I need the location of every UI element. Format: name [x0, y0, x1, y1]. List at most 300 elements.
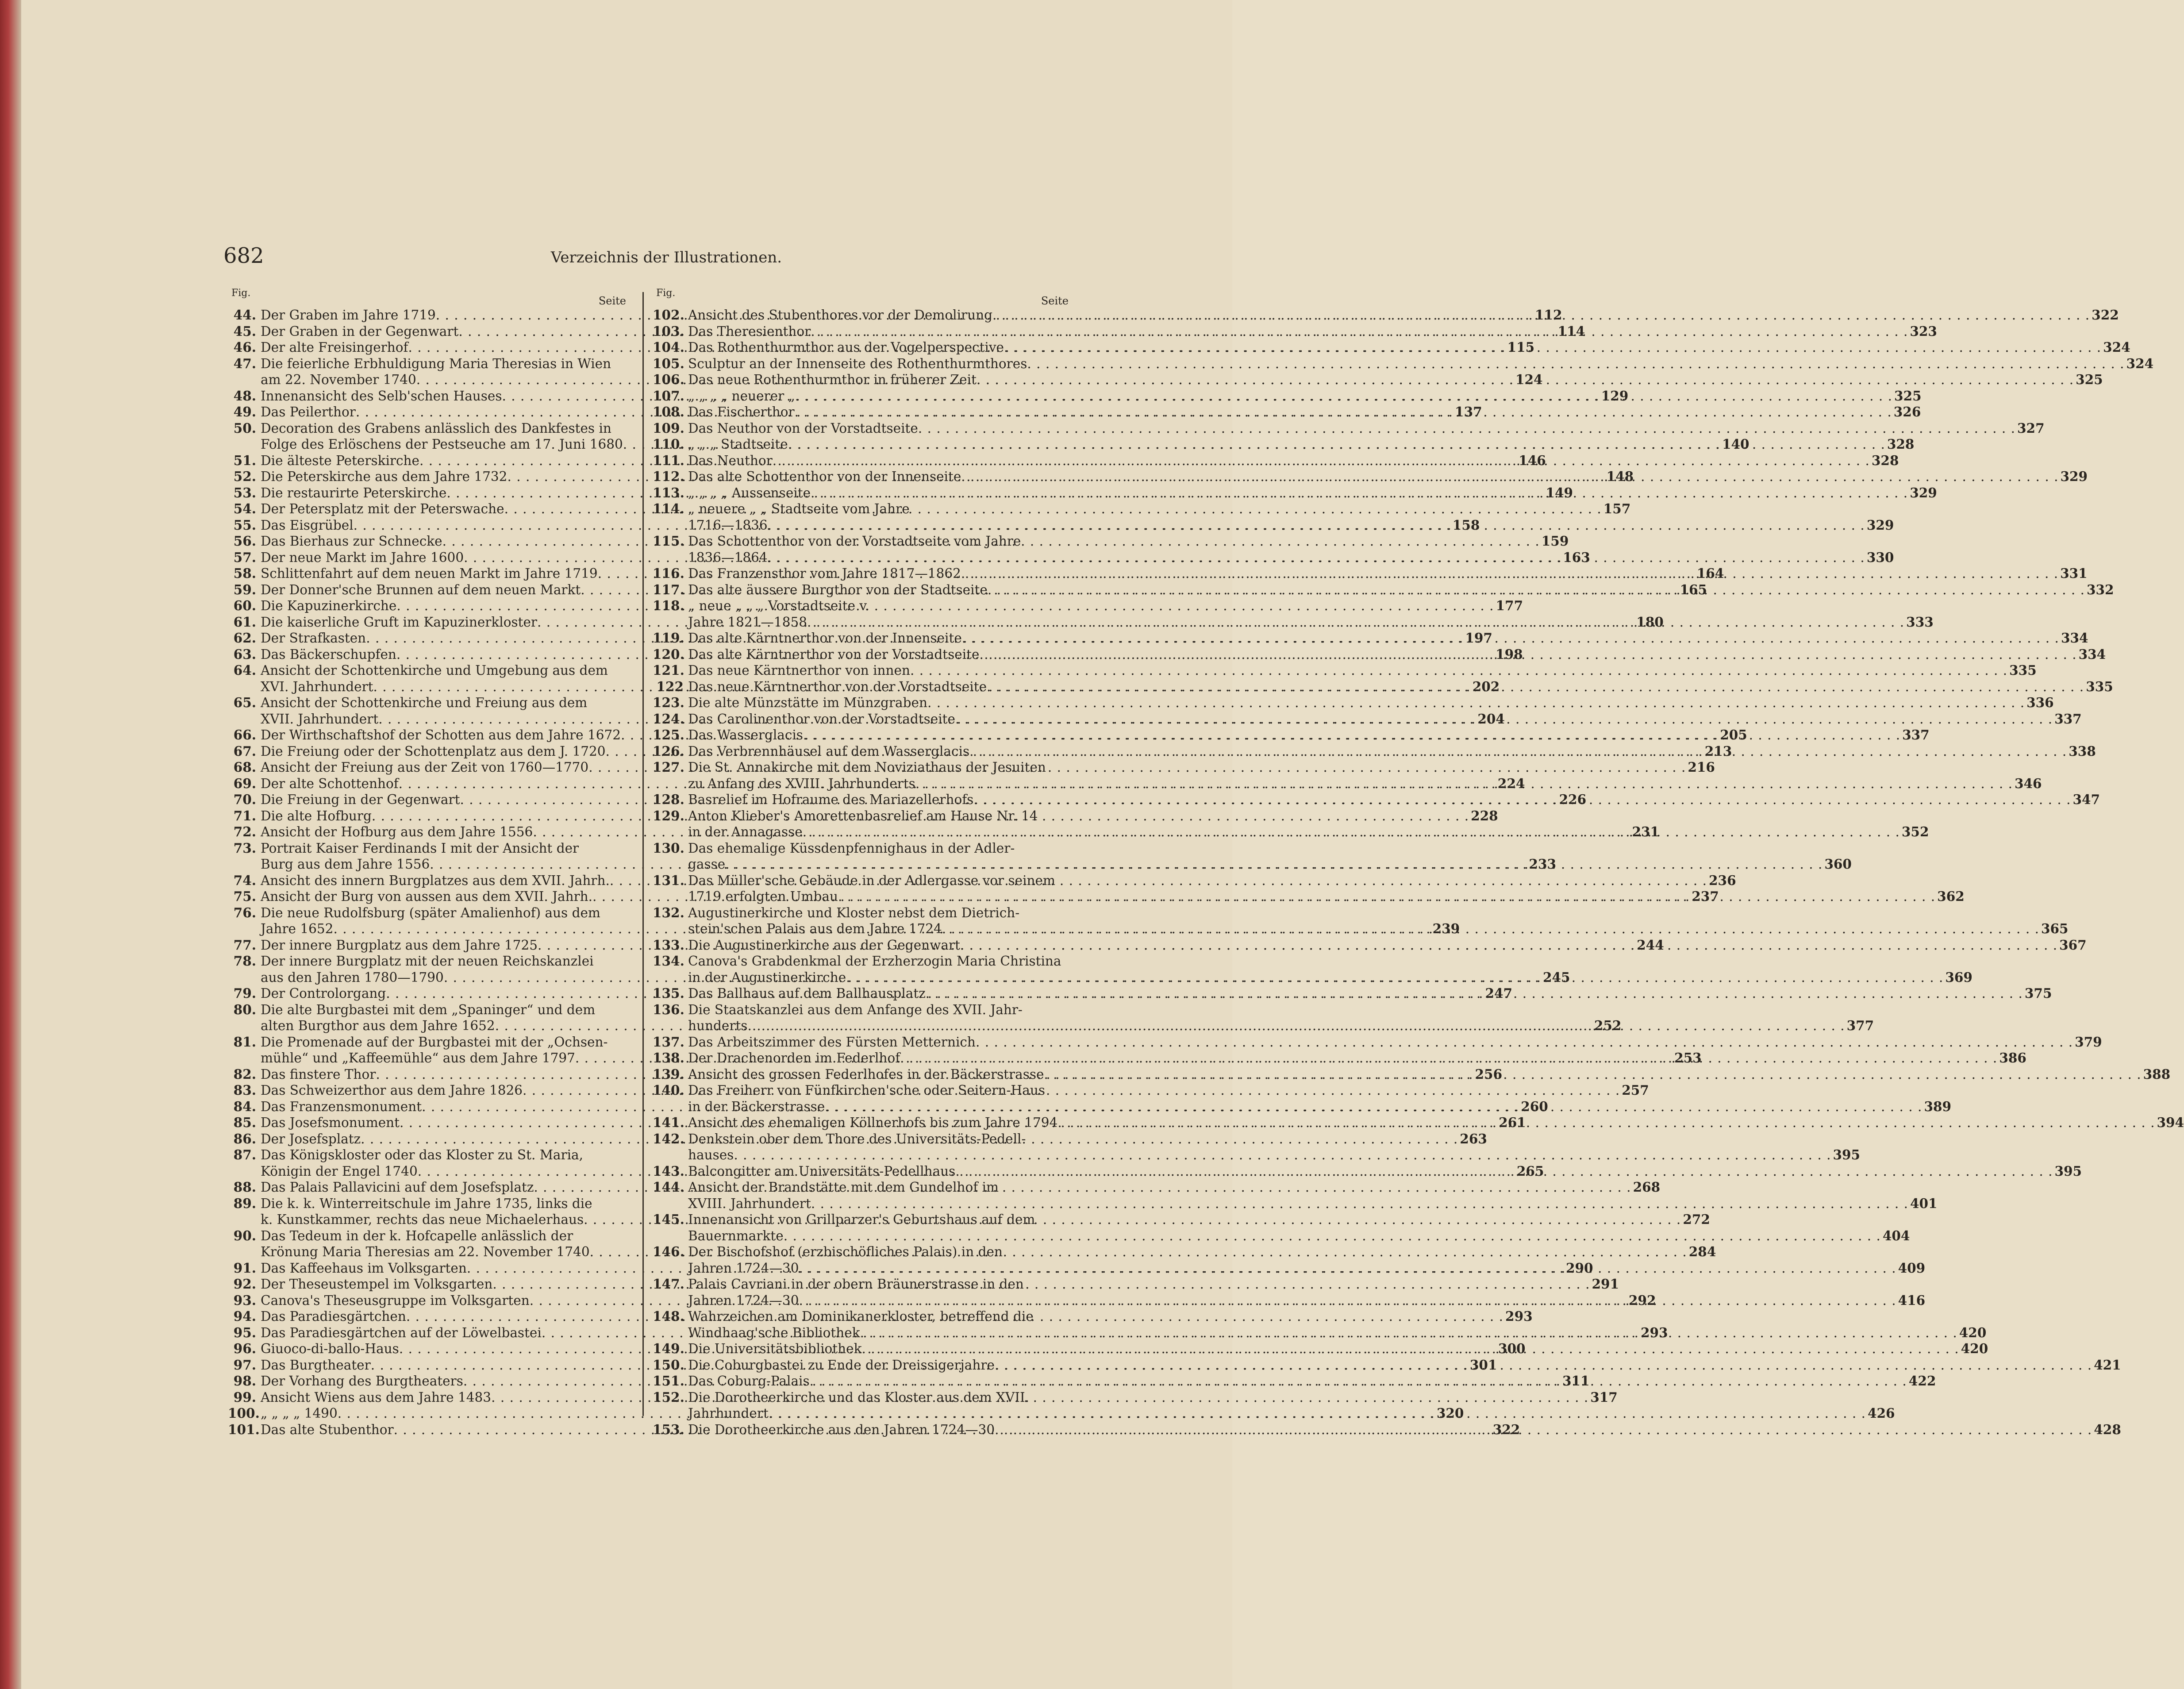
entry-caption: [688, 727, 1930, 743]
entry-caption: [688, 404, 1921, 420]
caption-text: Der Vorhang des Burgtheaters: [261, 1374, 463, 1389]
caption-text: XVII. Jahrhundert: [261, 711, 379, 727]
figure-number: 104.: [653, 339, 684, 355]
caption-text: Die Dorotheerkirche und das Kloster aus dem XVII.: [688, 1389, 1030, 1405]
figure-number: 117.: [653, 581, 684, 597]
caption-line: [688, 614, 1934, 631]
caption-text: Die alte Hofburg: [261, 808, 372, 823]
caption-text: Jahre 1652: [261, 921, 334, 936]
page-reference: 197: [1465, 630, 1492, 646]
figure-number: 131.: [653, 872, 684, 888]
page-reference: 401: [1910, 1195, 1938, 1211]
page-reference: 332: [2087, 581, 2114, 597]
caption-line: [688, 404, 1921, 420]
figure-number: 46.: [233, 339, 256, 355]
caption-line: [688, 662, 2037, 679]
entry-caption: [688, 1115, 2184, 1131]
dot-leader: [810, 1373, 1907, 1389]
dot-leader: [961, 566, 2058, 582]
figure-number: 51.: [233, 452, 256, 468]
page-reference: 290: [1566, 1260, 1593, 1276]
figure-number: 94.: [233, 1308, 256, 1324]
entry-caption: [688, 1244, 1925, 1276]
figure-number: 128.: [653, 792, 684, 807]
caption-text: Das Franzensmonument: [261, 1099, 422, 1114]
entry-caption: [688, 582, 2114, 598]
figure-number: 120.: [653, 646, 684, 662]
figure-number: 144.: [653, 1179, 684, 1195]
figure-number: 135.: [653, 985, 684, 1001]
figure-number: 85.: [233, 1115, 256, 1130]
figure-number: 77.: [233, 937, 256, 953]
caption-text: Das Schweizerthor aus dem Jahre 1826: [261, 1083, 523, 1098]
list-item: [653, 420, 2045, 437]
caption-line: [688, 1163, 2082, 1180]
caption-text: Ansicht des ehemaligen Köllnerhofs bis zum Jahre 1794: [688, 1115, 1058, 1130]
caption-text: Die neue Rudolfsburg (später Amalienhof) aus dem: [261, 905, 600, 920]
figure-number: 55.: [233, 517, 256, 533]
caption-line: [688, 339, 2130, 356]
list-item: [653, 1034, 2102, 1050]
caption-line: [688, 1276, 1925, 1293]
dot-leader: [955, 1163, 2053, 1180]
caption-text: Krönung Maria Theresias am 22. November 1740: [261, 1244, 590, 1259]
figure-number: 54.: [233, 501, 256, 516]
entry-caption: [688, 420, 2045, 437]
entry-caption: [688, 1050, 2026, 1066]
caption-text: Die älteste Peterskirche: [261, 453, 420, 468]
dot-leader: [942, 921, 2039, 937]
caption-line: [688, 646, 2106, 663]
figure-number: 123.: [653, 695, 684, 710]
caption-text: Das Neuthor: [688, 453, 773, 468]
page-reference: 389: [1924, 1098, 1952, 1114]
entry-caption: [688, 743, 2096, 760]
caption-line: [688, 1034, 2102, 1050]
entry-caption: [688, 485, 1937, 501]
page-reference: 395: [1833, 1147, 1861, 1162]
entry-caption: [688, 436, 1914, 453]
figure-number: 73.: [233, 840, 256, 856]
caption-text: Der Controlorgang: [261, 986, 386, 1001]
page-reference: 420: [1961, 1341, 1988, 1356]
caption-text: Das Königskloster oder das Kloster zu St. Maria,: [261, 1147, 583, 1162]
caption-text: Basrelief im Hofraume des Mariazellerhofs: [688, 792, 974, 807]
caption-text: Canova's Theseusgruppe im Volksgarten: [261, 1293, 530, 1308]
dot-leader: [799, 1293, 1896, 1309]
caption-line: [688, 759, 2042, 776]
dot-leader: [973, 792, 2071, 808]
entry-caption: [688, 840, 1852, 873]
caption-line: [688, 533, 1894, 550]
list-item: [653, 355, 2154, 372]
figure-number: 127.: [653, 759, 684, 775]
entry-caption: [688, 873, 1965, 905]
page-reference: 233: [1529, 856, 1557, 872]
caption-text: Das neue Rothenthurmthor in früherer Zeit: [688, 372, 977, 387]
dot-leader: [747, 1018, 1845, 1034]
page-reference: 346: [2014, 775, 2042, 791]
dot-leader: [784, 1228, 1881, 1244]
page-reference: 228: [1471, 808, 1498, 823]
entry-caption: [688, 1276, 1925, 1308]
dot-leader: [811, 1196, 1908, 1212]
caption-line: [688, 743, 2096, 760]
caption-text: Das Peilerthor: [261, 404, 356, 419]
page-reference: 124: [1515, 372, 1543, 387]
page-reference: 335: [2086, 678, 2113, 694]
caption-line: [688, 1308, 1986, 1325]
page-reference: 257: [1622, 1082, 1649, 1098]
caption-line: [688, 566, 2088, 582]
figure-number: 79.: [233, 985, 256, 1001]
caption-text: mühle“ und „Kaffeemühle“ aus dem Jahre 1797: [261, 1050, 575, 1066]
page-reference: 322: [1492, 1421, 1520, 1437]
left-column-header: [228, 288, 626, 307]
caption-line: [688, 1147, 1860, 1163]
caption-text: Ansicht der Freiung aus der Zeit von 1760—1770: [261, 760, 589, 775]
figure-number: 109.: [653, 420, 684, 436]
page-reference: 336: [2026, 695, 2054, 710]
page-reference: 367: [2059, 937, 2087, 953]
caption-text: Schlittenfahrt auf dem neuen Markt im Jahre 1719: [261, 566, 598, 581]
caption-line: [688, 1082, 1951, 1099]
entry-caption: [688, 662, 2037, 679]
page-reference: 327: [2017, 420, 2045, 436]
page-reference: 330: [1866, 549, 1894, 565]
caption-text: Das Fischerthor: [688, 404, 795, 419]
figure-number: 126.: [653, 743, 684, 759]
figure-number: 132.: [653, 904, 684, 920]
figure-number: 145.: [653, 1212, 684, 1227]
caption-text: Ansicht der Schottenkirche und Umgebung aus dem: [261, 663, 608, 678]
caption-text: Die Dorotheerkirche aus den Jahren 1724—30: [688, 1422, 995, 1437]
caption-text: Das alte Stubenthor: [261, 1422, 394, 1437]
page-reference: 422: [1908, 1373, 1936, 1389]
caption-text: XVI. Jahrhundert: [261, 679, 373, 694]
caption-text: Die Promenade auf der Burgbastei mit der „Ochsen-: [261, 1034, 608, 1050]
caption-line: [688, 1422, 2121, 1438]
caption-text: Der Wirthschaftshof der Schotten aus dem Jahre 1672: [261, 727, 621, 743]
entry-caption: [688, 1002, 1874, 1034]
figure-number: 59.: [233, 581, 256, 597]
caption-text: Ansicht des Stubenthores vor der Demolirung: [688, 308, 993, 323]
caption-text: Die Peterskirche aus dem Jahre 1732: [261, 469, 508, 484]
figure-number: 142.: [653, 1131, 684, 1147]
figure-number: 50.: [233, 420, 256, 436]
entry-caption: [688, 1341, 1988, 1357]
figure-number: 62.: [233, 630, 256, 646]
dot-leader: [1044, 1066, 2141, 1083]
page-reference: 416: [1898, 1292, 1926, 1308]
caption-text: aus den Jahren 1780—1790: [261, 970, 444, 985]
entry-caption: [688, 1389, 1895, 1422]
page-reference: 284: [1688, 1244, 1716, 1259]
page-reference: 317: [1590, 1389, 1618, 1405]
caption-line: [688, 1325, 1986, 1341]
figure-number: 138.: [653, 1050, 684, 1066]
caption-text: Die St. Annakirche mit dem Noviziathaus der Jesuiten: [688, 760, 1046, 775]
caption-text: zu Anfang des XVIII. Jahrhunderts: [688, 776, 915, 791]
entry-caption: [688, 679, 2113, 695]
entry-caption: [688, 1212, 1910, 1244]
page-reference: 320: [1436, 1405, 1464, 1421]
caption-text: am 22. November 1740: [261, 372, 416, 387]
figure-number: 111.: [653, 452, 684, 468]
dot-leader: [988, 582, 2085, 598]
page-reference: 112: [1534, 307, 1562, 323]
page-reference: 224: [1497, 775, 1525, 791]
dot-leader: [769, 1405, 1866, 1422]
page-reference: 237: [1692, 889, 1719, 904]
figure-number: 90.: [233, 1227, 256, 1243]
caption-line: [688, 711, 2082, 727]
dot-leader: [995, 1357, 2092, 1374]
figure-number: 44.: [233, 307, 256, 323]
caption-text: Das Neuthor von der Vorstadtseite: [688, 420, 918, 436]
caption-text: Der innere Burgplatz aus dem Jahre 1725: [261, 937, 538, 953]
page-reference: 236: [1709, 872, 1736, 888]
figure-number: 130.: [653, 840, 684, 856]
entry-caption: [688, 501, 1894, 533]
entry-caption: [688, 1082, 1951, 1115]
page-reference: 148: [1606, 469, 1634, 484]
page-reference: 291: [1592, 1276, 1619, 1292]
figure-number: 72.: [233, 824, 256, 839]
page-reference: 226: [1559, 792, 1587, 807]
page-reference: 326: [1893, 404, 1921, 419]
page-reference: 231: [1632, 824, 1660, 839]
figure-number: 74.: [233, 872, 256, 888]
figure-number: 57.: [233, 549, 256, 565]
figure-number: 153.: [653, 1421, 684, 1437]
entry-caption: [688, 533, 1894, 566]
caption-text: Sculptur an der Innenseite des Rothenthurmthores: [688, 356, 1027, 371]
entry-caption: [688, 808, 1929, 840]
page-reference: 323: [1910, 323, 1937, 339]
figure-number: 124.: [653, 711, 684, 727]
dot-leader: [992, 307, 2090, 323]
caption-line: [688, 953, 1973, 970]
caption-text: in der Augustinerkirche: [688, 970, 846, 985]
caption-text: Das Palais Pallavicini auf dem Josefsplatz: [261, 1180, 534, 1195]
figure-number: 84.: [233, 1098, 256, 1114]
caption-line: [688, 582, 2114, 598]
page-title: Verzeichnis der Illustrationen.: [551, 249, 782, 266]
caption-text: Das Eisgrübel: [261, 517, 354, 533]
page-reference: 388: [2143, 1066, 2171, 1082]
page-reference: 115: [1507, 339, 1535, 355]
caption-text: Das finstere Thor: [261, 1066, 376, 1082]
page-reference: 337: [1902, 727, 1930, 743]
entry-caption: [688, 1066, 2170, 1083]
caption-text: Jahren 1724—30: [688, 1260, 799, 1276]
caption-text: Ansicht des innern Burgplatzes aus dem XVII. Jahrh.: [261, 873, 610, 888]
page-reference: 420: [1959, 1324, 1987, 1340]
figure-number: 106.: [653, 372, 684, 387]
entry-caption: [688, 905, 2069, 937]
entry-caption: [688, 695, 2054, 711]
caption-text: Ansicht Wiens aus dem Jahre 1483: [261, 1389, 492, 1405]
caption-line: [688, 824, 1929, 840]
page-reference: 256: [1475, 1066, 1503, 1082]
figure-number: 101.: [228, 1421, 260, 1437]
caption-text: Der Josefsplatz: [261, 1131, 361, 1147]
page-reference: 386: [1999, 1050, 2026, 1066]
figure-number: 143.: [653, 1163, 684, 1179]
entry-caption: [688, 1308, 1986, 1341]
page-reference: 216: [1688, 759, 1715, 775]
entry-caption: [688, 937, 2087, 954]
caption-line: [688, 856, 1852, 873]
figure-number: 150.: [653, 1357, 684, 1373]
caption-text: alten Burgthor aus dem Jahre 1652: [261, 1018, 495, 1033]
caption-text: Balcongitter am Universitäts-Pedellhaus: [688, 1163, 956, 1179]
caption-text: Burg aus dem Jahre 1556: [261, 857, 430, 872]
figure-number: 89.: [233, 1195, 256, 1211]
caption-text: Jahrhundert: [688, 1406, 769, 1421]
dot-leader: [825, 1099, 1922, 1115]
dot-leader: [799, 1260, 1896, 1277]
caption-line: [688, 307, 2119, 323]
page-reference: 328: [1871, 452, 1899, 468]
page-reference: 409: [1898, 1260, 1926, 1276]
caption-text: „ „ „ „ neuerer „: [688, 388, 795, 404]
caption-text: Der Graben im Jahre 1719: [261, 308, 436, 323]
figure-number: 81.: [233, 1034, 256, 1050]
figure-number: 99.: [233, 1389, 256, 1405]
caption-text: 1836—1864: [688, 550, 768, 565]
caption-text: Die k. k. Winterreitschule im Jahre 1735, links die: [261, 1196, 592, 1211]
figure-number: 113.: [653, 485, 684, 500]
caption-text: Das Paradiesgärtchen auf der Löwelbastei: [261, 1325, 542, 1340]
figure-number: 75.: [233, 889, 256, 904]
caption-text: „ neue „ „ „ Vorstadtseite v.: [688, 598, 869, 613]
figure-number: 48.: [233, 388, 256, 404]
dot-leader: [995, 1422, 2092, 1438]
entry-caption: [688, 1163, 2082, 1180]
dot-leader: [768, 550, 1865, 566]
caption-line: [688, 453, 1899, 469]
caption-line: [688, 1389, 1895, 1406]
caption-text: Das neue Kärntnerthor von der Vorstadtseite: [688, 679, 987, 694]
right-column-header: [653, 288, 1069, 307]
caption-text: Die Kapuzinerkirche: [261, 598, 397, 613]
caption-text: Der Strafkasten: [261, 631, 366, 646]
caption-line: [688, 937, 2087, 954]
page-reference: 177: [1496, 598, 1523, 613]
caption-text: Das Coburg-Palais: [688, 1374, 810, 1389]
figure-number: 98.: [233, 1373, 256, 1389]
caption-line: [688, 1018, 1874, 1034]
entry-caption: [688, 469, 2088, 485]
caption-text: Das Franzensthor vom Jahre 1817—1862: [688, 566, 961, 581]
dot-leader: [976, 1034, 2073, 1050]
page-reference: 293: [1505, 1308, 1533, 1324]
caption-text: Wahrzeichen am Dominikanerkloster, betreffend die: [688, 1309, 1034, 1324]
figure-number: 97.: [233, 1357, 256, 1373]
dot-leader: [803, 824, 1900, 840]
page-reference: 379: [2075, 1034, 2102, 1050]
dot-leader: [860, 1325, 1957, 1341]
caption-text: hauses: [688, 1147, 734, 1162]
page-reference: 369: [1945, 969, 1973, 985]
caption-text: Ansicht der Brandstätte mit dem Gundelhof im: [688, 1180, 999, 1195]
figure-number: 63.: [233, 646, 256, 662]
dot-leader: [811, 323, 1908, 340]
caption-line: [688, 1196, 1938, 1212]
figure-number: 88.: [233, 1179, 256, 1195]
caption-line: [688, 420, 2045, 437]
caption-text: Das Carolinenthor von der Vorstadtseite: [688, 711, 955, 727]
entry-caption: [688, 985, 2052, 1002]
figure-number: 47.: [233, 355, 256, 371]
figure-number: 70.: [233, 792, 256, 807]
caption-text: Ansicht der Schottenkirche und Freiung aus dem: [261, 695, 588, 710]
figure-number: 86.: [233, 1131, 256, 1147]
caption-line: [688, 695, 2054, 711]
dot-leader: [900, 1050, 1997, 1066]
page-reference: 253: [1674, 1050, 1702, 1066]
caption-text: Jahren 1724—30: [688, 1293, 799, 1308]
dot-leader: [987, 679, 2084, 695]
page-reference: 140: [1722, 436, 1750, 452]
caption-line: [688, 1212, 1910, 1228]
figure-number: 100.: [228, 1405, 260, 1421]
caption-line: [688, 808, 1929, 824]
page-reference: 329: [1866, 517, 1894, 533]
caption-text: Der innere Burgplatz mit der neuen Reichskanzlei: [261, 954, 594, 969]
dot-leader: [1027, 356, 2124, 372]
figure-number: 114.: [653, 501, 684, 516]
caption-text: Jahre 1821—1858: [688, 614, 807, 630]
caption-line: [688, 1099, 1951, 1115]
figure-number: 76.: [233, 904, 256, 920]
caption-text: in der Annagasse: [688, 824, 803, 839]
caption-line: [688, 985, 2052, 1002]
caption-text: Die Freiung oder der Schottenplatz aus dem J. 1720: [261, 743, 606, 759]
figure-number: 92.: [233, 1276, 256, 1292]
entry-caption: [688, 1373, 1936, 1389]
figure-number: 95.: [233, 1324, 256, 1340]
dot-leader: [795, 388, 1892, 404]
page-reference: 360: [1824, 856, 1852, 872]
entry-caption: [688, 307, 2119, 323]
caption-line: [688, 501, 1894, 517]
dot-leader: [969, 743, 2067, 760]
caption-text: Das alte Schottenthor von der Innenseite: [688, 469, 961, 484]
caption-text: XVIII. Jahrhundert: [688, 1196, 811, 1211]
page-reference: 362: [1937, 889, 1965, 904]
fig-label: Fig.: [231, 288, 251, 299]
caption-line: [688, 727, 1930, 743]
caption-text: Windhaag'sche Bibliothek: [688, 1325, 860, 1340]
figure-number: 149.: [653, 1341, 684, 1356]
caption-text: Folge des Erlöschens der Pestseuche am 17. Juni 1680: [261, 437, 623, 452]
page-reference: 129: [1601, 388, 1629, 404]
page-reference: 328: [1887, 436, 1915, 452]
caption-text: Canova's Grabdenkmal der Erzherzogin Maria Christina: [688, 954, 1061, 969]
page-reference: 426: [1867, 1405, 1895, 1421]
page-reference: 260: [1521, 1098, 1548, 1114]
caption-text: Der Petersplatz mit der Peterswache: [261, 501, 504, 516]
caption-line: [688, 1179, 1938, 1196]
page-reference: 213: [1704, 743, 1732, 759]
page-reference: 245: [1542, 969, 1570, 985]
caption-text: Innenansicht des Selb'schen Hauses: [261, 388, 502, 404]
page-reference: 325: [1894, 388, 1922, 404]
page-reference: 268: [1633, 1179, 1661, 1195]
